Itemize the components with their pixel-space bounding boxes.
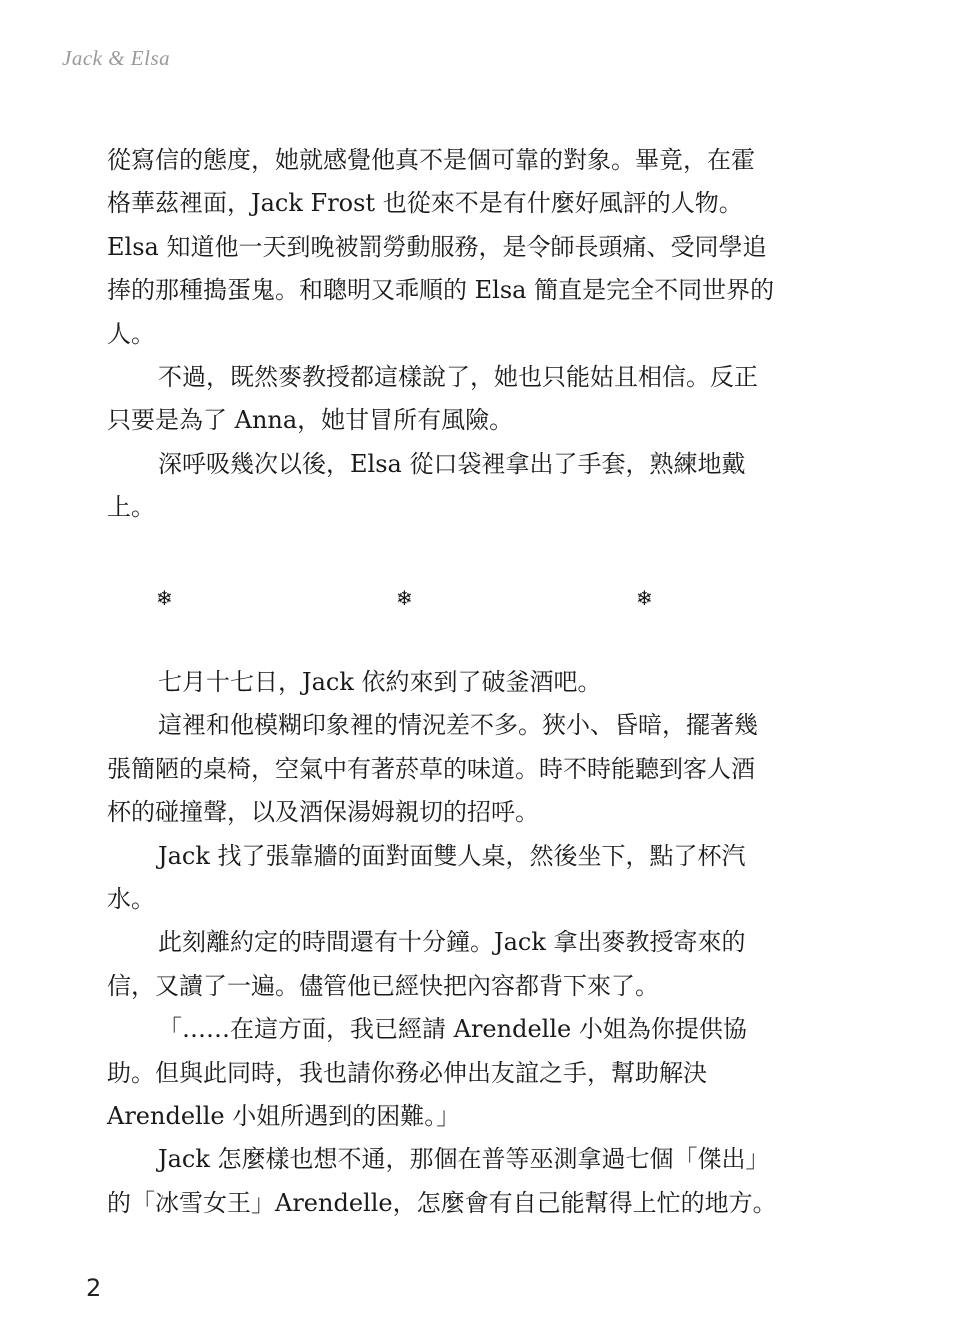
text-line: 上。 [107, 493, 155, 522]
text-line: 「……在這方面，我已經請 Arendelle 小姐為你提供協 [158, 1015, 747, 1044]
running-header: Jack & Elsa [62, 46, 171, 70]
text-section-2 [107, 661, 819, 1225]
text-line: 助。但與此同時，我也請你務必伸出友誼之手，幫助解決 [107, 1058, 707, 1087]
text-line: 杯的碰撞聲，以及酒保湯姆親切的招呼。 [107, 798, 539, 827]
text-line: 七月十七日，Jack 依約來到了破釜酒吧。 [158, 668, 602, 696]
text-line: 捧的那種搗蛋鬼。和聰明又乖順的 Elsa 簡直是完全不同世界的 [107, 276, 775, 305]
text-line: 只要是為了 Anna，她甘冒所有風險。 [107, 406, 514, 435]
snowflake-icon: ❄ [636, 586, 653, 610]
scene-break [0, 578, 954, 618]
snowflake-icon: ❄ [156, 586, 173, 610]
text-line: 格華茲裡面，Jack Frost 也從來不是有什麼好風評的人物。 [107, 189, 743, 218]
text-line: 深呼吸幾次以後，Elsa 從口袋裡拿出了手套，熟練地戴 [158, 449, 746, 478]
text-line: 不過，既然麥教授都這樣說了，她也只能姑且相信。反正 [158, 362, 758, 391]
text-line: 水。 [107, 884, 155, 913]
text-line: Jack 怎麼樣也想不通，那個在普等巫測拿過七個「傑出」 [158, 1145, 770, 1174]
text-line: 信，又讀了一遍。儘管他已經快把內容都背下來了。 [107, 971, 659, 1000]
text-line: 從寫信的態度，她就感覺他真不是個可靠的對象。畢竟，在霍 [107, 146, 755, 174]
snowflake-icon: ❄ [396, 586, 413, 610]
text-line: Elsa 知道他一天到晚被罰勞動服務，是令師長頭痛、受同學追 [107, 232, 767, 261]
text-line: 這裡和他模糊印象裡的情況差不多。狹小、昏暗，擺著幾 [158, 711, 758, 740]
page-number: 2 [86, 1274, 102, 1302]
text-line: 人。 [107, 319, 155, 348]
text-line: 的「冰雪女王」Arendelle，怎麼會有自己能幫得上忙的地方。 [107, 1188, 777, 1217]
text-section-1 [107, 139, 819, 530]
text-line: 此刻離約定的時間還有十分鐘。Jack 拿出麥教授寄來的 [158, 928, 746, 957]
text-line: 張簡陋的桌椅，空氣中有著菸草的味道。時不時能聽到客人酒 [107, 754, 755, 783]
text-line: Jack 找了張靠牆的面對面雙人桌，然後坐下，點了杯汽 [158, 841, 746, 870]
text-line: Arendelle 小姐所遇到的困難。」 [107, 1101, 461, 1130]
